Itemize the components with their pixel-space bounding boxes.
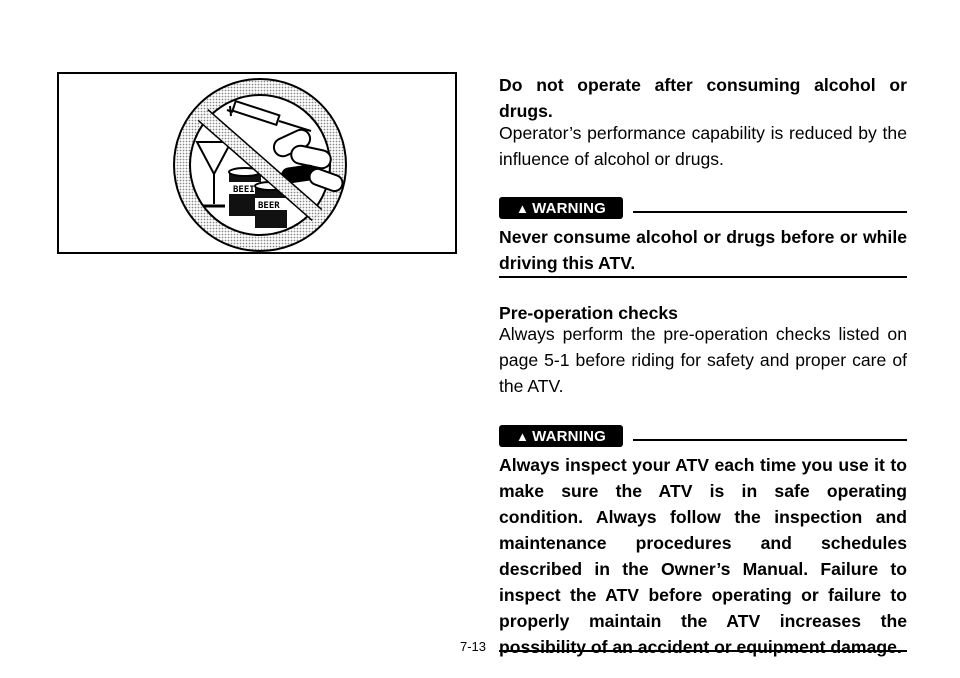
- alcohol-heading: Do not operate after consuming alcohol or drugs.: [499, 75, 907, 121]
- warning-label: WARNING: [532, 199, 606, 217]
- warning-text-2: Always inspect your ATV each time you use it to make sure the ATV is in safe operating condition. Always follow the inspection and maintenance procedures and schedules described in the Owner’s Manual. Failure to inspect the ATV before operating or failure to properly maintain the ATV increases the possibility of an accident or equipment damage.: [499, 455, 907, 657]
- preop-body: Always perform the pre-operation checks listed on page 5-1 before riding for safety and proper care of the ATV.: [499, 324, 907, 396]
- page-number: 7-13: [460, 639, 487, 654]
- can-label-2: BEER: [258, 201, 280, 211]
- no-alcohol-drugs-icon: [59, 74, 459, 256]
- can-label-1: BEEI: [233, 185, 255, 195]
- no-alcohol-drugs-figure: [57, 72, 457, 254]
- divider: [633, 211, 907, 213]
- warning-badge: [499, 197, 623, 219]
- preop-heading: Pre-operation checks: [499, 303, 678, 323]
- alcohol-body: Operator’s performance capability is reduced by the influence of alcohol or drugs.: [499, 123, 907, 169]
- warning-header-1: [499, 196, 907, 222]
- warning-badge: [499, 425, 623, 447]
- warning-text-1: Never consume alcohol or drugs before or while driving this ATV.: [499, 227, 907, 273]
- warning-triangle-icon: ▲: [516, 200, 530, 216]
- warning-header-2: [499, 424, 907, 450]
- divider: [499, 650, 907, 652]
- divider: [633, 439, 907, 441]
- warning-triangle-icon: ▲: [516, 428, 530, 444]
- divider: [499, 276, 907, 278]
- warning-label: WARNING: [532, 427, 606, 445]
